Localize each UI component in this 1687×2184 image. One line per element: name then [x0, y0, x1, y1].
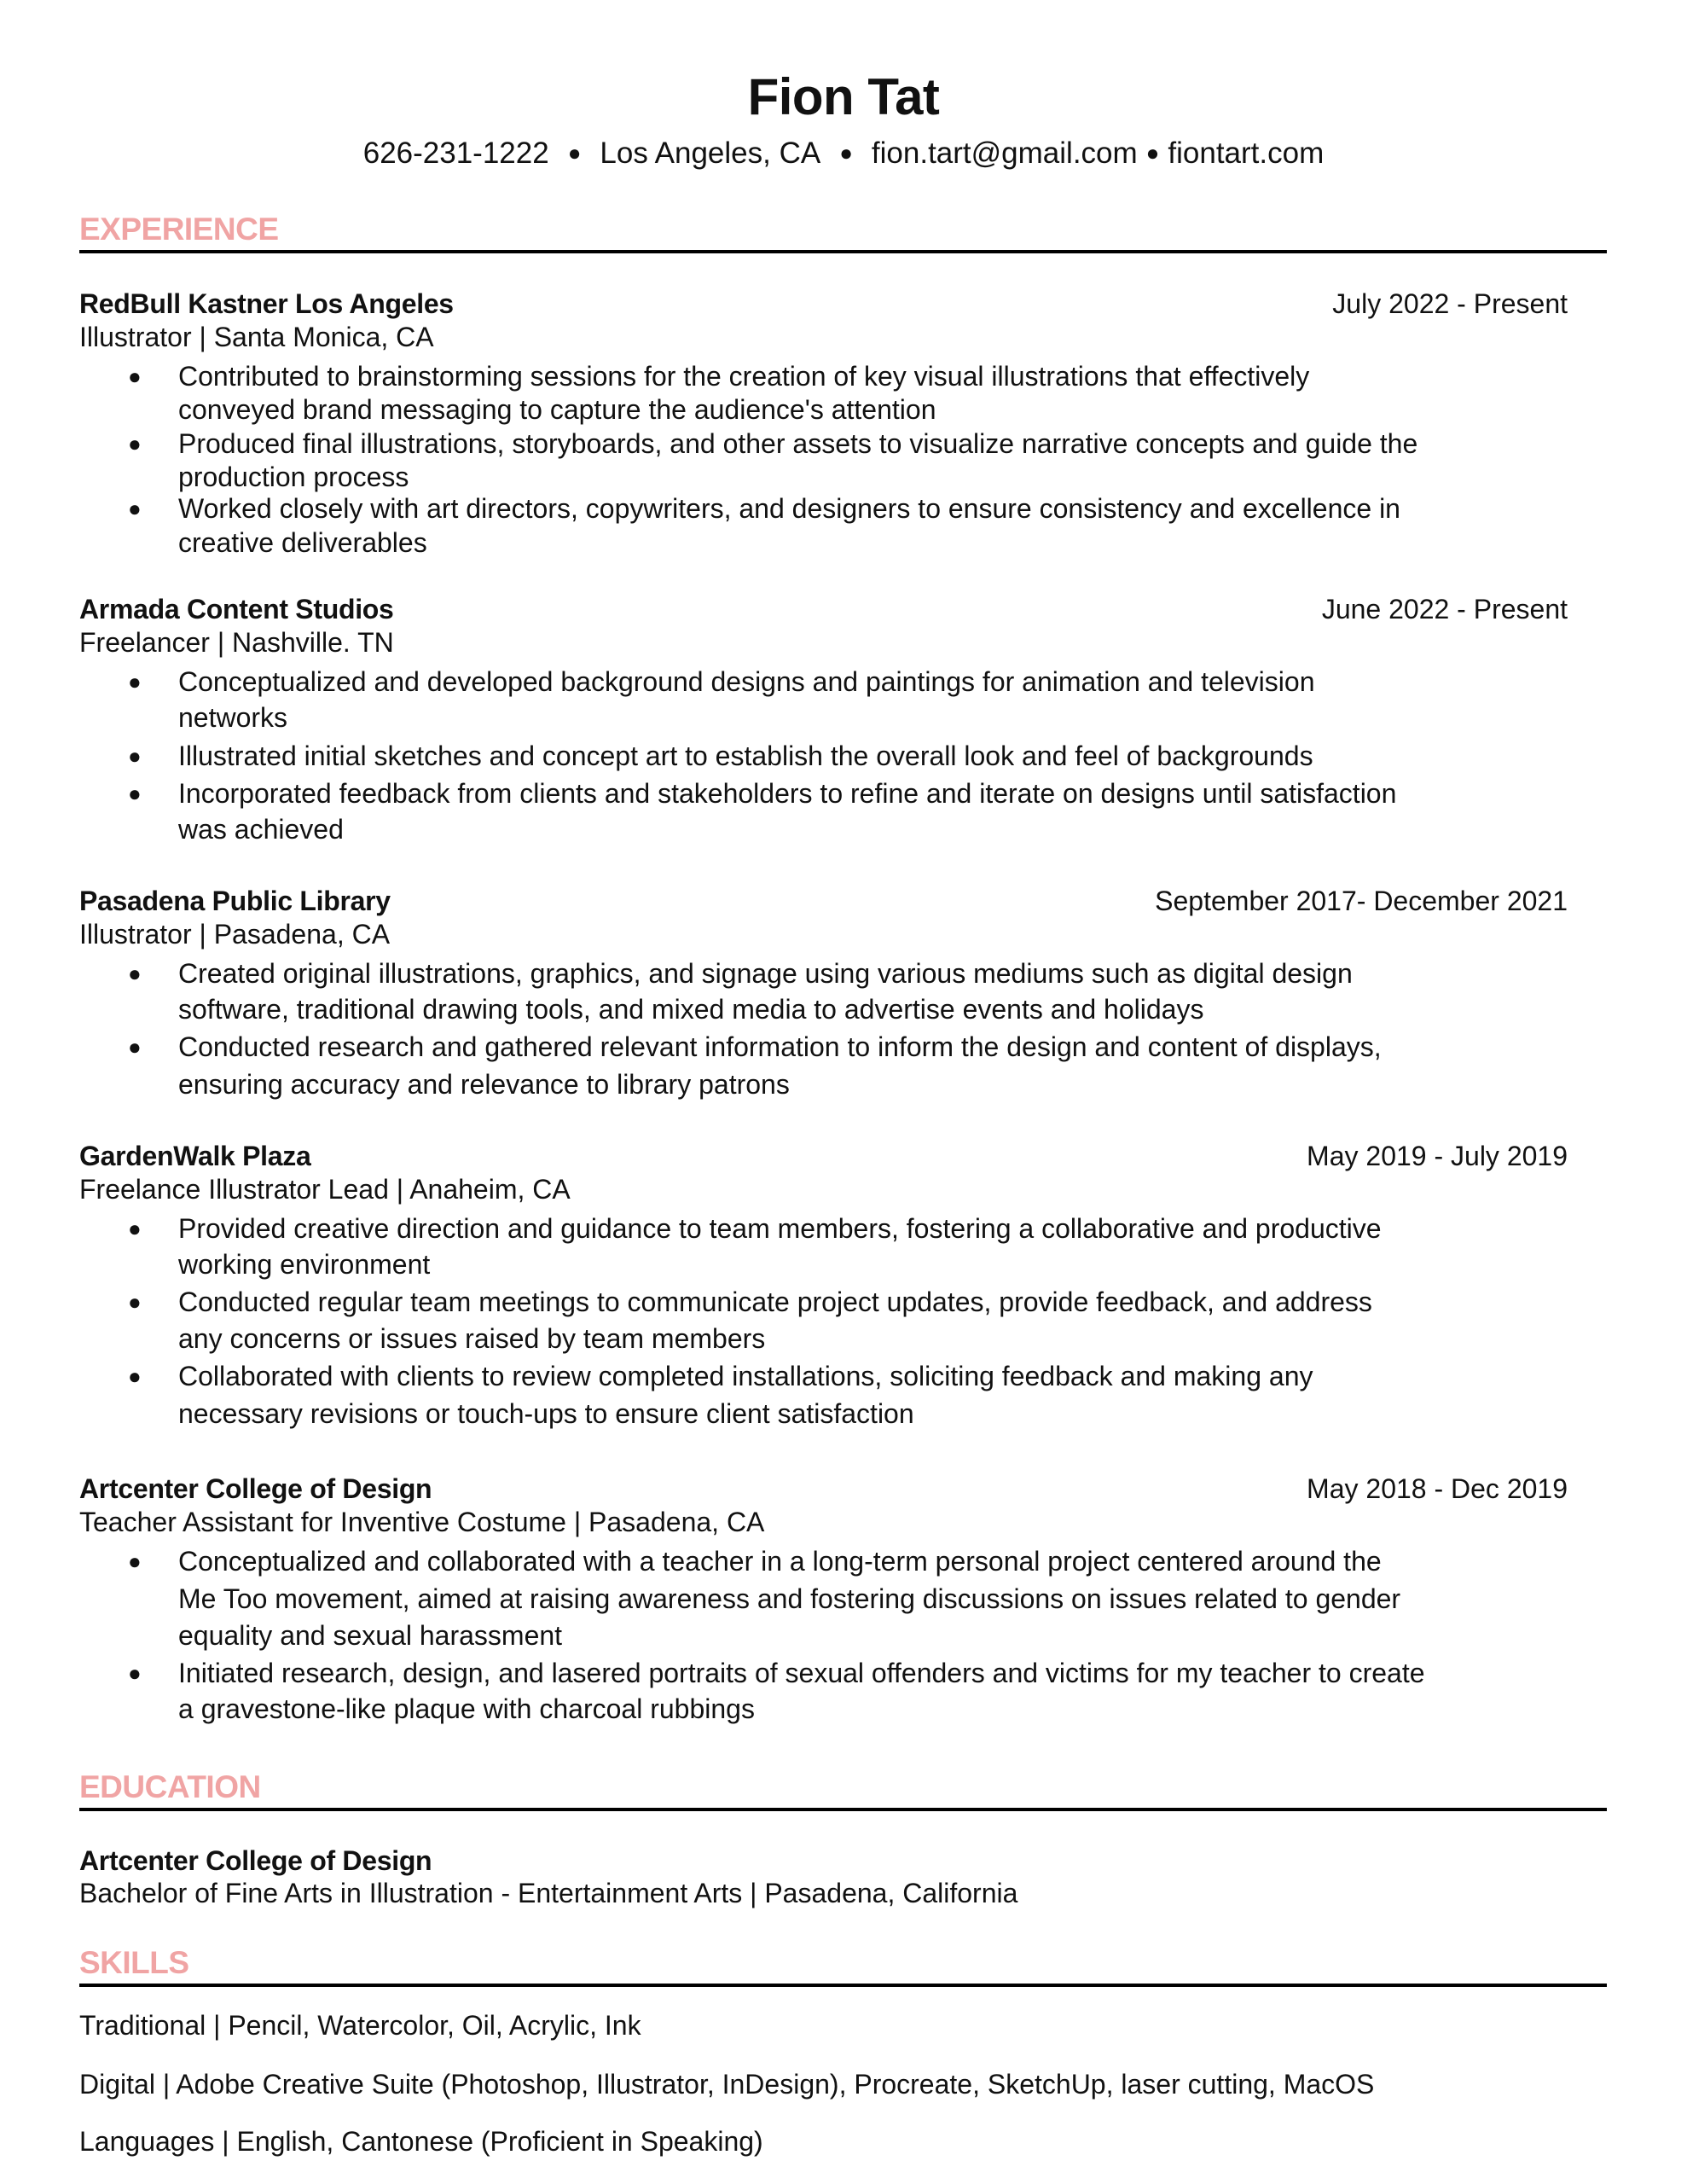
experience-role: Freelancer | Nashville. TN [79, 627, 394, 658]
candidate-name: Fion Tat [747, 68, 940, 125]
experience-org: Armada Content Studios [79, 594, 394, 624]
bullet-line: production process [178, 462, 409, 492]
bullet-dot-icon: ● [128, 1660, 142, 1686]
section-divider [79, 1984, 1607, 1987]
bullet-dot-icon: ● [128, 1548, 142, 1574]
bullet-dot-icon: ● [128, 431, 142, 456]
experience-role: Teacher Assistant for Inventive Costume | Pasadena, CA [79, 1507, 765, 1537]
bullet-line: Incorporated feedback from clients and stakeholders to refine and iterate on designs until satisfaction [178, 778, 1397, 809]
bullet-line: software, traditional drawing tools, and mixed media to advertise events and holidays [178, 994, 1204, 1025]
bullet-dot-icon: ● [128, 1363, 142, 1389]
experience-date: June 2022 - Present [1321, 594, 1568, 624]
bullet-line: Produced final illustrations, storyboards, and other assets to visualize narrative concepts and guide the [178, 428, 1418, 459]
experience-date: May 2019 - July 2019 [1307, 1141, 1568, 1171]
bullet-dot-icon: ● [839, 140, 853, 166]
bullet-line: Conducted research and gathered relevant information to inform the design and content of displays, [178, 1031, 1382, 1062]
bullet-dot-icon: ● [567, 140, 582, 166]
bullet-line: Provided creative direction and guidance to team members, fostering a collaborative and productive [178, 1213, 1382, 1244]
experience-role: Illustrator | Pasadena, CA [79, 919, 391, 950]
bullet-dot-icon: ● [128, 1216, 142, 1241]
experience-org: RedBull Kastner Los Angeles [79, 288, 454, 319]
bullet-dot-icon: ● [128, 1289, 142, 1315]
bullet-dot-icon: ● [1145, 140, 1160, 166]
bullet-line: working environment [178, 1249, 431, 1280]
bullet-line: conveyed brand messaging to capture the audience's attention [178, 394, 936, 425]
education-degree: Bachelor of Fine Arts in Illustration - Entertainment Arts | Pasadena, California [79, 1878, 1018, 1908]
contact-line [0, 135, 1687, 174]
skill-traditional: Traditional | Pencil, Watercolor, Oil, Acrylic, Ink [79, 2010, 641, 2041]
bullet-line: Illustrated initial sketches and concept art to establish the overall look and feel of backgrounds [178, 741, 1313, 771]
bullet-line: Me Too movement, aimed at raising awareness and fostering discussions on issues related to gender [178, 1583, 1401, 1614]
experience-org: Artcenter College of Design [79, 1473, 432, 1504]
bullet-line: Initiated research, design, and lasered portraits of sexual offenders and victims for my teacher to create [178, 1658, 1425, 1688]
experience-date: September 2017- December 2021 [1155, 886, 1568, 916]
section-title-skills: SKILLS [79, 1945, 189, 1980]
bullet-line: a gravestone-like plaque with charcoal rubbings [178, 1693, 755, 1724]
bullet-line: Created original illustrations, graphics, and signage using various mediums such as digital design [178, 958, 1353, 989]
bullet-dot-icon: ● [128, 743, 142, 769]
experience-role: Illustrator | Santa Monica, CA [79, 322, 434, 352]
experience-org: Pasadena Public Library [79, 886, 391, 916]
bullet-line: Conducted regular team meetings to communicate project updates, provide feedback, and address [178, 1287, 1372, 1317]
experience-role: Freelance Illustrator Lead | Anaheim, CA [79, 1174, 571, 1205]
skill-digital: Digital | Adobe Creative Suite (Photoshop, Illustrator, InDesign), Procreate, SketchUp, laser cutting, MacOS [79, 2069, 1375, 2100]
section-divider [79, 1808, 1607, 1811]
experience-org: GardenWalk Plaza [79, 1141, 311, 1171]
experience-date: May 2018 - Dec 2019 [1307, 1473, 1568, 1504]
location: Los Angeles, CA [600, 136, 821, 170]
bullet-dot-icon: ● [128, 669, 142, 694]
bullet-line: networks [178, 702, 288, 733]
bullet-line: Contributed to brainstorming sessions for the creation of key visual illustrations that effectively [178, 361, 1310, 392]
bullet-line: equality and sexual harassment [178, 1620, 563, 1651]
experience-date: July 2022 - Present [1332, 288, 1568, 319]
bullet-line: was achieved [178, 814, 344, 845]
skill-languages: Languages | English, Cantonese (Proficient in Speaking) [79, 2126, 763, 2157]
bullet-line: Worked closely with art directors, copywriters, and designers to ensure consistency and excellence in [178, 493, 1400, 524]
phone: 626-231-1222 [362, 136, 549, 170]
bullet-line: any concerns or issues raised by team members [178, 1323, 766, 1354]
bullet-line: ensuring accuracy and relevance to library patrons [178, 1069, 790, 1100]
bullet-dot-icon: ● [128, 961, 142, 986]
section-title-education: EDUCATION [79, 1769, 261, 1804]
bullet-dot-icon: ● [128, 1034, 142, 1060]
bullet-line: creative deliverables [178, 527, 427, 558]
bullet-line: necessary revisions or touch-ups to ensure client satisfaction [178, 1398, 914, 1429]
bullet-line: Conceptualized and developed background designs and paintings for animation and television [178, 666, 1315, 697]
bullet-dot-icon: ● [128, 363, 142, 389]
website-link[interactable]: fiontart.com [1168, 136, 1325, 170]
section-divider [79, 250, 1607, 253]
bullet-dot-icon: ● [128, 781, 142, 806]
bullet-line: Collaborated with clients to review completed installations, soliciting feedback and making any [178, 1361, 1313, 1391]
email-link[interactable]: fion.tart@gmail.com [871, 136, 1138, 170]
education-school: Artcenter College of Design [79, 1845, 432, 1876]
bullet-line: Conceptualized and collaborated with a teacher in a long-term personal project centered around the [178, 1546, 1382, 1577]
section-title-experience: EXPERIENCE [79, 212, 279, 247]
bullet-dot-icon: ● [128, 496, 142, 521]
